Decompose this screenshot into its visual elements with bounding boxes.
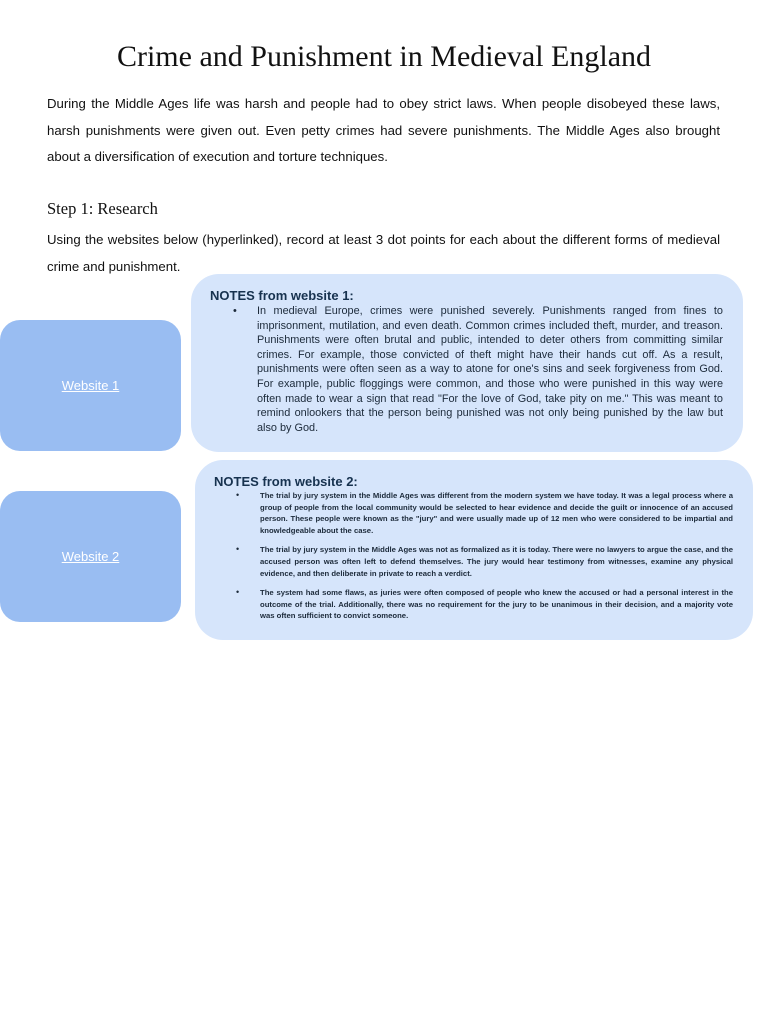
website1-link[interactable]: Website 1 [61,378,120,393]
website1-notes-box [191,274,743,452]
bullet-icon: • [236,587,240,598]
step1-instructions: Using the websites below (hyperlinked), record at least 3 dot points for each about the different forms of medieval crime and punishment. [47,232,720,274]
website2-box [0,491,181,622]
website2-note-text: The system had some flaws, as juries were often composed of people who knew the accused or had a personal interest in the outcome of the trial. Additionally, there was no requirement for the jury to be unanimous in their decision, and a majority vote was often sufficient to convict someone. [260,588,733,621]
website1-notes-list [210,304,723,435]
website2-notes-title: NOTES from website 2: [214,474,358,489]
website1-note-item [210,304,723,435]
website2-note-item [214,587,733,622]
website1-note-text: In medieval Europe, crimes were punished severely. Punishments ranged from fines to imprisonment, mutilation, and even death. Common crimes included theft, murder, and treason. Punishments were often brutal and public, intended to deter others from committing similar crimes. For example, those convicted of theft might have their hands cut off. As a result, punishments were often seen as a way to atone for one's sins and seek forgiveness from God. For example, public floggings were common, and those who were punished in this way were often made to wear a sign that read "For the love of God, take pity on me." This was meant to remind onlookers that the person being punished was not only being punished by the law but also by God. [257,305,723,434]
page-title: Crime and Punishment in Medieval England [116,40,652,73]
website2-notes-box [195,460,753,640]
website1-notes-title: NOTES from website 1: [210,288,354,303]
website2-note-text: The trial by jury system in the Middle Ages was not as formalized as it is today. There were no lawyers to argue the case, and the accused person was often left to defend themselves. The jury would hear testimony from witnesses, examine any physical evidence, and then deliberate in private to reach a verdict. [260,545,733,578]
bullet-icon: • [236,544,240,555]
bullet-icon: • [236,490,240,500]
step1-heading: Step 1: Research [47,199,158,218]
website2-note-text: The trial by jury system in the Middle Ages was different from the modern system we have today. It was a legal process where a group of people from the local community would be selected to hear evidence and decide the guilt or innocence of an accused person. These people were known as the "jury" and were usually made up of 12 men who were considered to be impartial and knowledgeable about the case. [260,491,733,535]
website1-box [0,320,181,451]
bullet-icon: • [233,305,237,317]
intro-paragraph: During the Middle Ages life was harsh and people had to obey strict laws. When people disobeyed these laws, harsh punishments were given out. Even petty crimes had severe punishments. The Middle Ages also brought about a diversification of execution and torture techniques. [47,96,720,164]
website2-link[interactable]: Website 2 [61,549,120,564]
website2-notes-list [214,490,733,622]
website2-note-item [214,490,733,536]
website2-note-item [214,544,733,579]
